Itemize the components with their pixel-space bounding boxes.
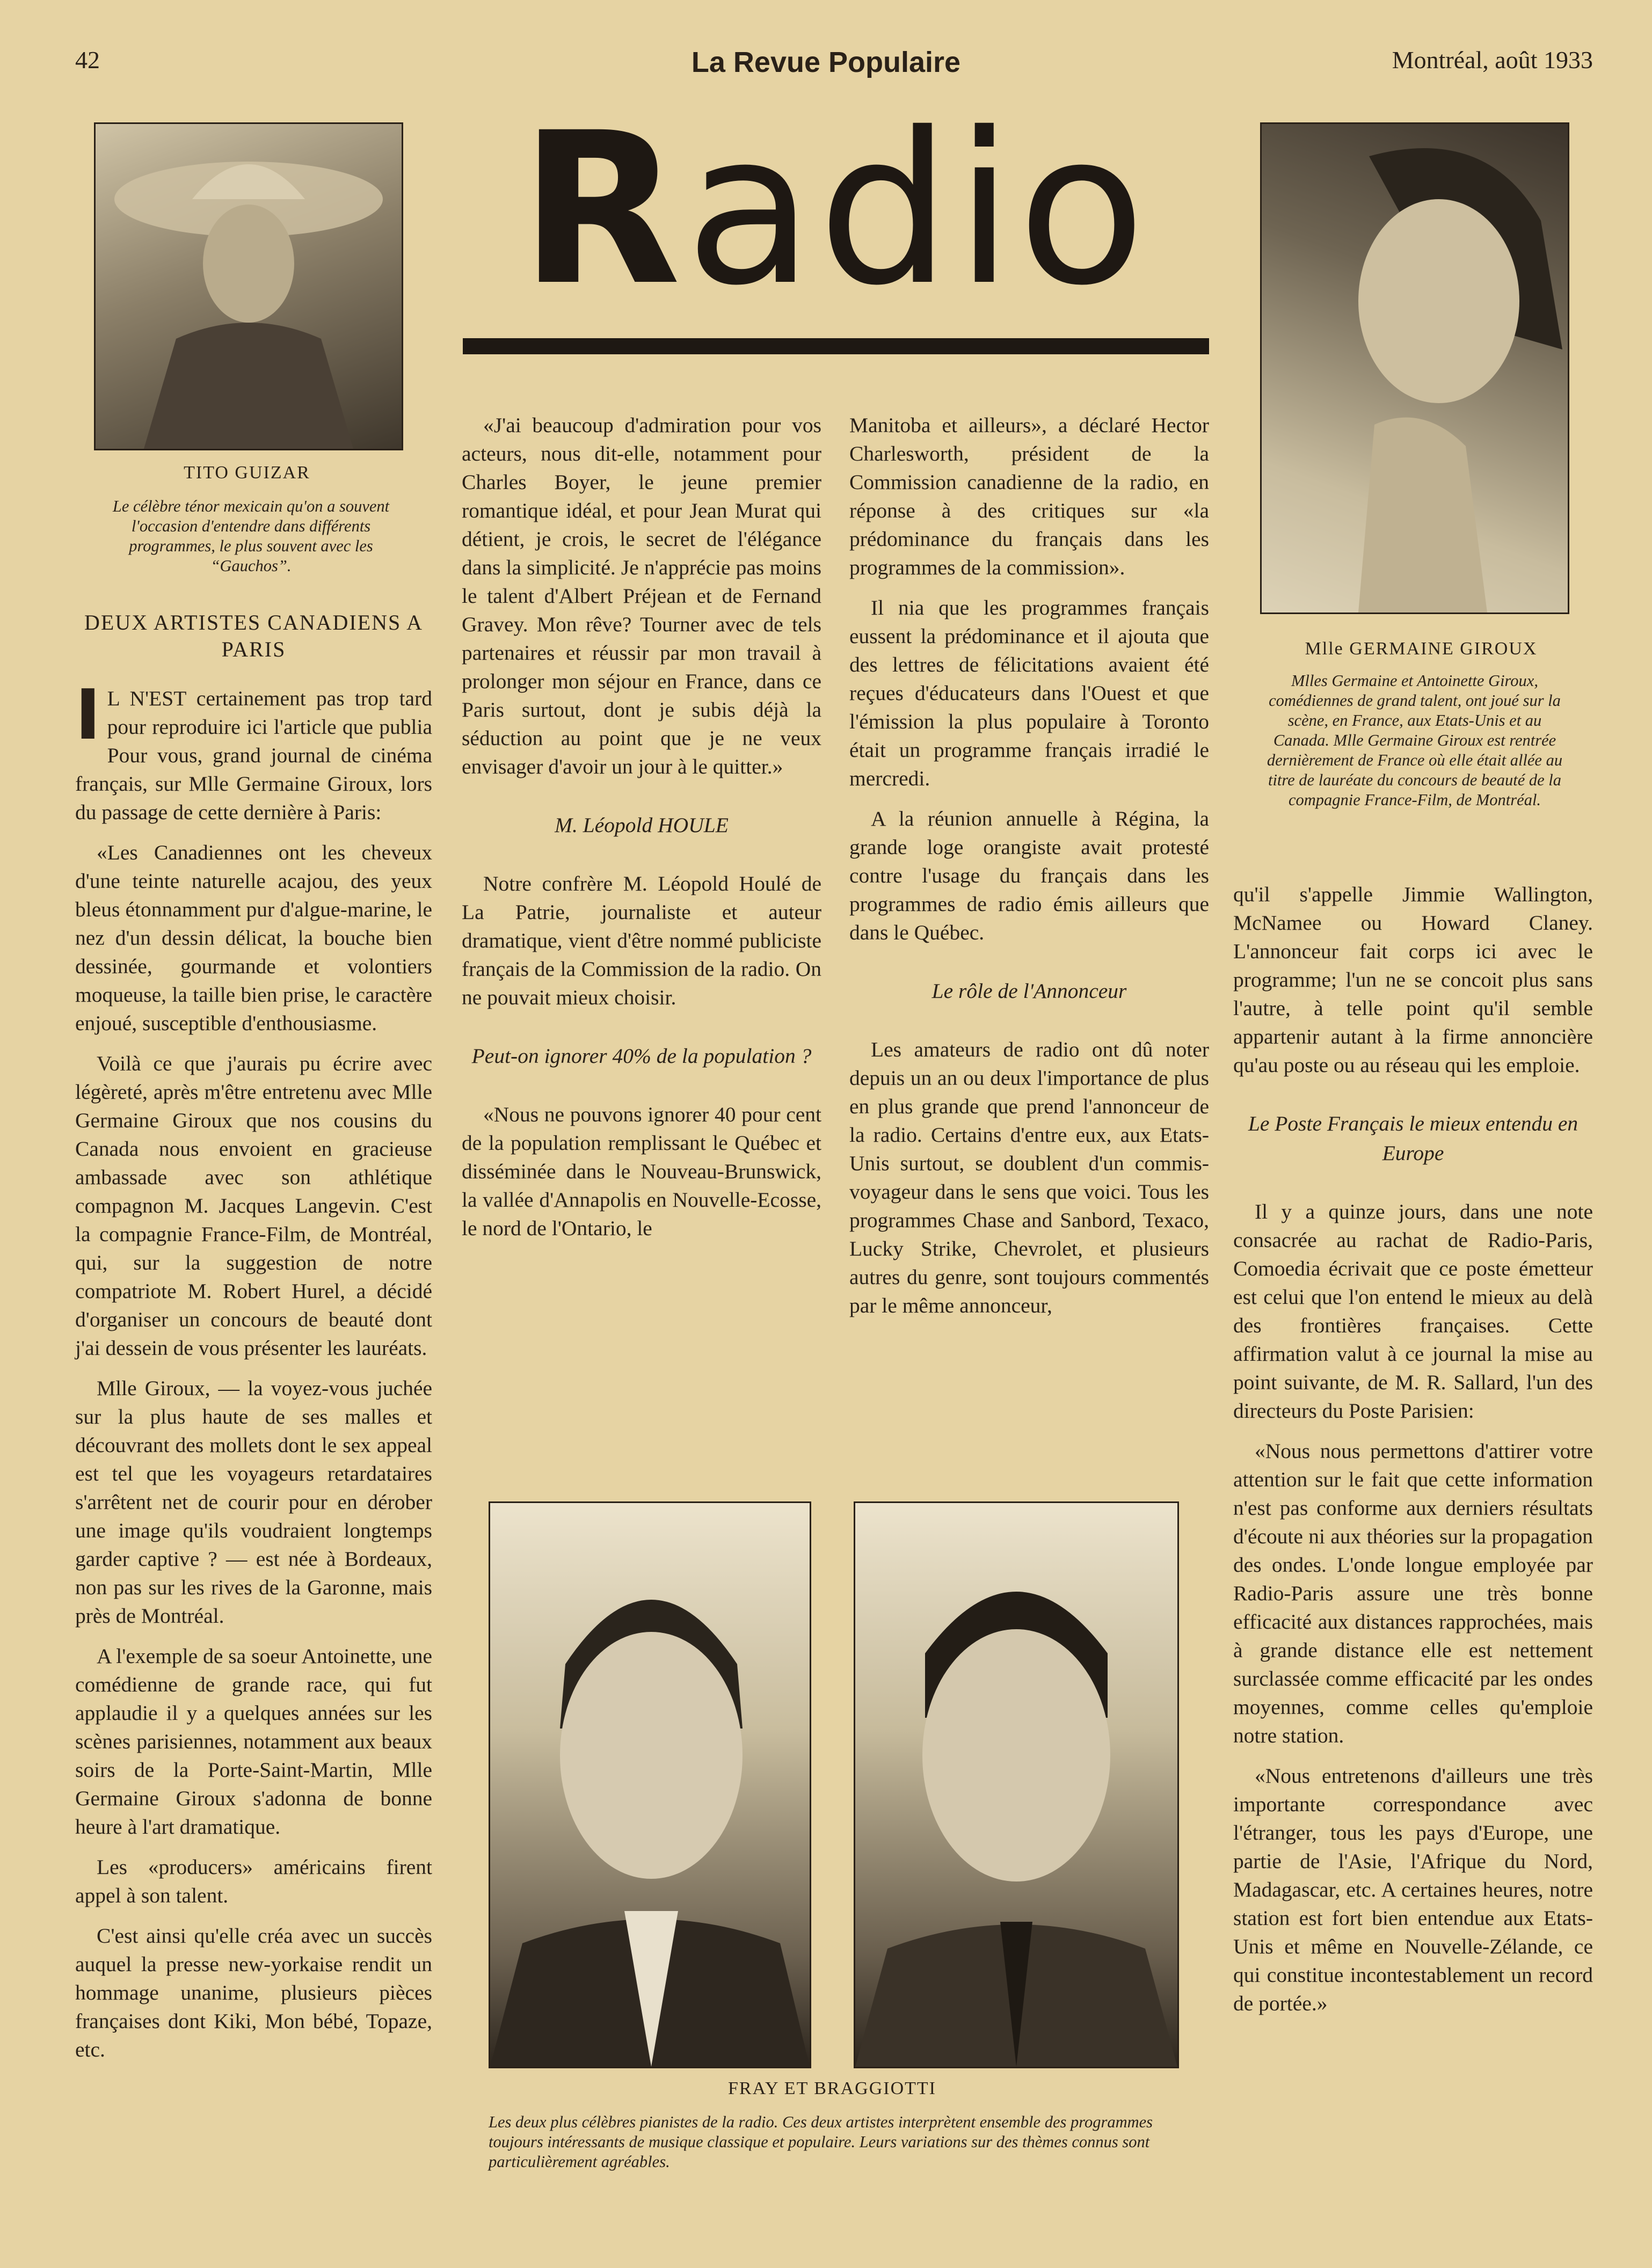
article-paragraph: «Nous entretenons d'ailleurs une très importante correspondance avec l'étranger, tous les pays d'Europe, une partie de l'Asie, l'Afrique du Nord, Madagascar, etc. A certaines heures, notre station est fort bien entendue aux Etats-Unis et même en Nouvelle-Zélande, ce qui constitue incontestablement un record de portée.» <box>1233 1764 1593 2015</box>
photo-caption-guizar: Le célèbre ténor mexicain qu'on a souvent l'occasion d'entendre dans différents programmes, le plus souvent avec les “Gauchos”. <box>112 497 390 575</box>
article-column-3 <box>849 411 1209 1320</box>
article-column-2 <box>462 411 821 1243</box>
photo-title-giroux: Mlle GERMAINE GIROUX <box>1305 639 1538 659</box>
publication-title: La Revue Populaire <box>691 46 961 78</box>
article-paragraph: «Nous nous permettons d'attirer votre attention sur le fait que cette information n'est pas conforme aux derniers résultats d'écoute ni aux théories sur la propagation des ondes. L'onde longue employée par Radio-Paris assure une très bonne efficacité aux distances rapprochées, mais à grande distance elle est nettement surclassée comme efficacité par les ondes moyennes, comme celles qu'emploie notre station. <box>1233 1439 1593 1747</box>
page-number: 42 <box>75 46 100 74</box>
article-paragraph: Voilà ce que j'aurais pu écrire avec légèreté, après m'être entretenu avec Mlle Germaine Giroux que nos cousins du Canada nous envoient en gracieuse ambassade avec son athlétique compagnon M. Jacques Langevin. C'est la compagnie France-Film, de Montréal, qui, sur la suggestion de notre compatriote M. Robert Hurel, a décidé d'organiser un concours de beauté dont j'ai dessein de vous présenter les lauréats. <box>75 1052 432 1360</box>
subheading-poste-francais: Le Poste Français le mieux entendu en Europe <box>1248 1112 1578 1165</box>
article-paragraph: Manitoba et ailleurs», a déclaré Hector Charlesworth, président de la Commission canadienne de la radio, en réponse à des critiques sur «la prédominance du français dans les programmes de la commission». <box>849 413 1209 579</box>
article-paragraph: qu'il s'appelle Jimmie Wallington, McNamee ou Howard Claney. L'annonceur fait corps ici avec le programme; l'un ne se concoit plus sans l'autre, à telle point qu'il semble appartenir autant à la firme annoncière qu'au poste ou au réseau qui les emploie. <box>1233 883 1593 1077</box>
masthead-initial: R <box>520 87 686 331</box>
article-column-4 <box>1233 880 1593 2018</box>
article-paragraph: Les «producers» américains firent appel à son talent. <box>75 1855 432 1907</box>
subheading-annonceur: Le rôle de l'Annonceur <box>931 979 1127 1003</box>
article-paragraph: Les amateurs de radio ont dû noter depuis un an ou deux l'importance de plus en plus grande que prend l'annonceur de la radio. Certains d'entre eux, aux Etats-Unis surtout, se doublent d'un commis-voyageur dans le sens que voici. Tous les programmes Chase and Sanbord, Texaco, Lucky Strike, Chevrolet, et plusieurs autres du genre, sont toujours commentés par le même annonceur, <box>849 1038 1209 1317</box>
photo-braggiotti <box>854 1501 1179 2068</box>
masthead-rest: adio <box>685 87 1150 331</box>
dateline: Montréal, août 1933 <box>1392 46 1593 74</box>
article-paragraph: Il nia que les programmes français eussent la prédominance et il ajouta que des lettres de félicitations avaient été reçues d'éducateurs dans l'Ouest et que l'émission la plus populaire à Toronto était un programme français irradié le mercredi. <box>849 596 1209 790</box>
section-masthead <box>462 87 1208 331</box>
article-paragraph: A la réunion annuelle à Régina, la grande loge orangiste avait protesté contre l'usage du français dans les programmes de radio émis ailleurs que dans le Québec. <box>849 807 1209 944</box>
article-paragraph: «J'ai beaucoup d'admiration pour vos acteurs, nous dit-elle, notamment pour Charles Boyer, le jeune premier romantique idéal, et pour Jean Murat qui détient, je crois, le secret de l'élégance dans la simplicité. Je n'apprécie pas moins le talent d'Albert Préjean et de Fernand Gravey. Mon rêve? Tourner avec de tels partenaires et réussir par mon travail à prolonger mon séjour en France, dans ce Paris surtout, dont je subis déjà la séduction au point que je ne veux envisager d'avoir un jour à le quitter.» <box>462 413 821 778</box>
article-paragraph: «Les Canadiennes ont les cheveux d'une teinte naturelle acajou, des yeux bleus étonnamment pur d'algue-marine, le nez d'un dessin délicat, la bouche bien dessinée, gourmande et volontiers moqueuse, la taille bien prise, le caractère enjoué, susceptible d'enthousiasme. <box>75 841 432 1035</box>
article-heading: DEUX ARTISTES CANADIENS A PARIS <box>84 610 423 661</box>
article-paragraph: I L N'EST certainement pas trop tard pour reproduire ici l'article que publia Pour vous, grand journal de cinéma français, sur Mlle Germaine Giroux, lors du passage de cette dernière à Paris: <box>75 675 432 824</box>
photo-germaine-giroux <box>1260 122 1569 614</box>
photo-title-fray-braggiotti: FRAY ET BRAGGIOTTI <box>728 2079 936 2098</box>
article-paragraph: Mlle Giroux, — la voyez-vous juchée sur la plus haute de ses malles et découvrant des mollets dont le sex appeal est tel que les voyageurs retardataires s'arrêtent net de courir pour en dérober une image qu'ils voudraient longtemps garder captive ? — est née à Bordeaux, non pas sur les rives de la Garonne, mais près de Montréal. <box>75 1376 432 1628</box>
article-paragraph: Notre confrère M. Léopold Houlé de La Patrie, journaliste et auteur dramatique, vient d'être nommé publiciste français de la Commission de la radio. On ne pouvait mieux choisir. <box>462 872 821 1009</box>
drop-cap: I <box>75 675 101 755</box>
photo-caption-fray-braggiotti: Les deux plus célèbres pianistes de la radio. Ces deux artistes interprètent ensemble des programmes toujours intéressants de musique classique et populaire. Leurs variations sur des thèmes connus sont particulièrement agréables. <box>489 2113 1153 2171</box>
photo-caption-giroux: Mlles Germaine et Antoinette Giroux, comédiennes de grand talent, ont joué sur la scène, en France, aux Etats-Unis et au Canada. Mlle Germaine Giroux est rentrée dernièrement de France où elle était allée au titre de lauréate du concours de beauté de la compagnie France-Film, de Montréal. <box>1267 672 1563 809</box>
article-paragraph: «Nous ne pouvons ignorer 40 pour cent de la population remplissant le Québec et disséminée dans le Nouveau-Brunswick, la vallée d'Annapolis en Nouvelle-Ecosse, le nord de l'Ontario, le <box>462 1103 821 1240</box>
photo-tito-guizar <box>94 122 403 450</box>
article-paragraph: C'est ainsi qu'elle créa avec un succès auquel la presse new-yorkaise rendit un hommage unanime, plusieurs pièces françaises dont Kiki, Mon bébé, Topaze, etc. <box>75 1924 432 2061</box>
subheading-population: Peut-on ignorer 40% de la population ? <box>471 1044 812 1068</box>
photo-fray <box>489 1501 811 2068</box>
photo-title-guizar: TITO GUIZAR <box>184 463 310 483</box>
article-paragraph: Il y a quinze jours, dans une note consacrée au rachat de Radio-Paris, Comoedia écrivait que ce poste émetteur est celui que l'on entend le mieux au delà des frontières françaises. Cette affirmation valut à ce journal la mise au point suivante, de M. R. Sallard, l'un des directeurs du Poste Parisien: <box>1233 1200 1593 1423</box>
subheading-houle: M. Léopold HOULE <box>555 813 729 837</box>
article-column-1 <box>75 609 432 2064</box>
masthead-rule <box>463 338 1209 354</box>
article-paragraph: A l'exemple de sa soeur Antoinette, une comédienne de grande race, qui fut applaudie il y a quelques années sur les scènes parisiennes, notamment aux beaux soirs de la Porte-Saint-Martin, Mlle Germaine Giroux s'adonna de bonne heure à l'art dramatique. <box>75 1644 432 1839</box>
